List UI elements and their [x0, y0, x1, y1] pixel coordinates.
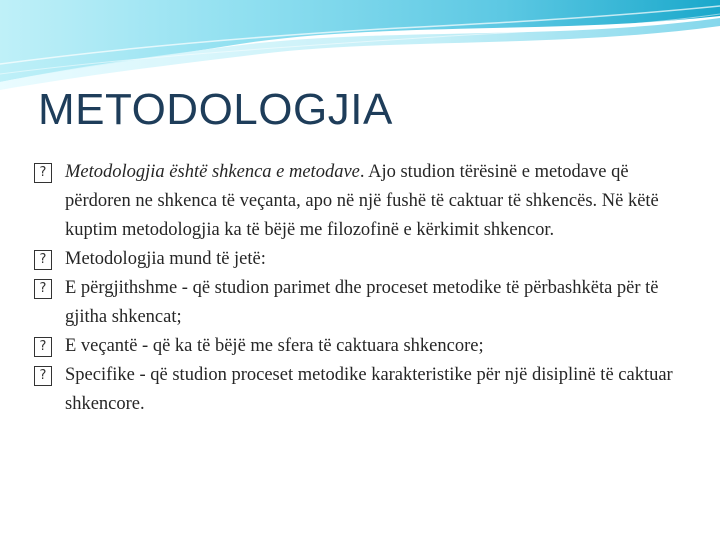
replacement-char-icon: ? [34, 366, 52, 386]
replacement-char-icon: ? [34, 279, 52, 299]
replacement-char-icon: ? [34, 337, 52, 357]
bullet-item [34, 158, 684, 245]
header-wave-band [0, 0, 720, 90]
bullet-item [34, 332, 684, 361]
bullet-text: Specifike - që studion proceset metodike karakteristike për një disiplinë të caktuar shkencore. [65, 365, 673, 414]
page-title: METODOLOGJIA [38, 85, 393, 134]
bullet-emphasis: Metodologjia është shkenca e metodave [65, 162, 360, 182]
replacement-char-icon: ? [34, 163, 52, 183]
bullet-list [34, 158, 684, 419]
bullet-text: Metodologjia mund të jetë: [65, 249, 266, 269]
bullet-text: E veçantë - që ka të bëjë me sfera të caktuara shkencore; [65, 336, 484, 356]
bullet-text: . Ajo studion tërësinë e metodave që përdoren ne shkenca të veçanta, apo në një fushë të caktuar të shkencës. Në këtë kuptim metodologjia ka të bëjë me filozofinë e kërkimit shkencor. [65, 162, 659, 240]
bullet-item [34, 245, 684, 274]
bullet-item [34, 361, 684, 419]
bullet-text: E përgjithshme - që studion parimet dhe proceset metodike të përbashkëta për të gjitha shkencat; [65, 278, 659, 327]
replacement-char-icon: ? [34, 250, 52, 270]
bullet-item [34, 274, 684, 332]
